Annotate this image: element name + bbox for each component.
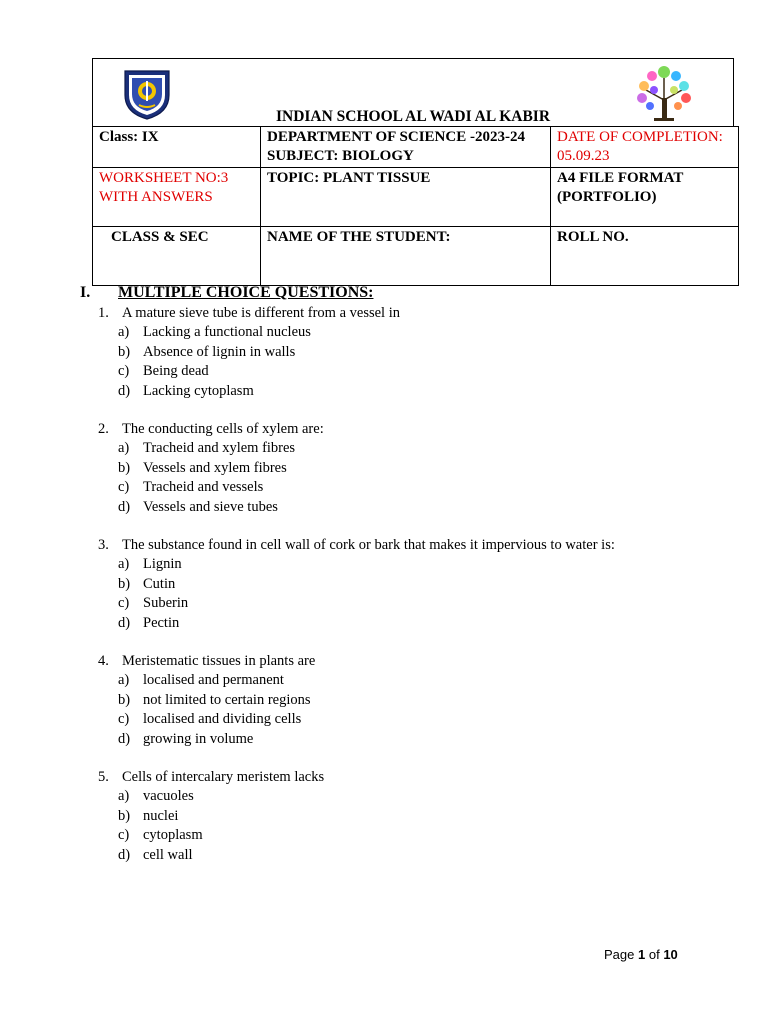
class-sec-cell [93, 227, 261, 286]
portfolio-label: (PORTFOLIO) [557, 189, 657, 205]
header-row [93, 168, 739, 227]
header-row [93, 227, 739, 286]
student-name-label: NAME OF THE STUDENT: [267, 229, 451, 245]
date-cell [551, 127, 739, 168]
question-number: 2. [98, 421, 109, 437]
option-letter: c) [118, 827, 130, 844]
page-footer [604, 947, 678, 962]
answer-option [98, 594, 615, 613]
section-heading [80, 284, 373, 302]
option-text: Tracheid and xylem fibres [143, 440, 296, 457]
answer-option [98, 710, 315, 729]
header-info-table [92, 126, 739, 286]
worksheet-cell [93, 168, 261, 227]
total-pages: 10 [663, 947, 678, 962]
option-text: Pectin [143, 614, 180, 631]
option-letter: c) [118, 363, 130, 380]
option-letter: a) [118, 788, 130, 805]
question-stem [98, 536, 615, 555]
option-text: Lignin [143, 556, 182, 573]
question-number: 1. [98, 305, 109, 321]
option-text: cytoplasm [143, 827, 203, 844]
option-letter: a) [118, 556, 130, 573]
question-item [98, 768, 324, 865]
subject-label: SUBJECT: BIOLOGY [267, 148, 414, 164]
question-item [98, 304, 400, 401]
question-item [98, 420, 324, 517]
option-text: vacuoles [143, 788, 194, 805]
answer-option [98, 362, 400, 381]
option-letter: d) [118, 382, 131, 399]
option-text: growing in volume [143, 730, 254, 747]
option-text: localised and permanent [143, 672, 284, 689]
answer-option [98, 787, 324, 806]
option-letter: a) [118, 672, 130, 689]
question-stem [98, 652, 315, 671]
option-letter: c) [118, 595, 130, 612]
date-value: 05.09.23 [557, 148, 610, 164]
option-text: Being dead [143, 363, 209, 380]
answer-option [98, 826, 324, 845]
question-stem [98, 768, 324, 787]
answer-option [98, 323, 400, 342]
file-format-label: A4 FILE FORMAT [557, 170, 684, 186]
option-letter: c) [118, 711, 130, 728]
option-letter: c) [118, 479, 130, 496]
answer-option [98, 343, 400, 362]
option-text: Lacking cytoplasm [143, 382, 254, 399]
answer-option [98, 575, 615, 594]
question-text: Cells of intercalary meristem lacks [122, 769, 325, 785]
option-letter: b) [118, 343, 131, 360]
school-name: INDIAN SCHOOL AL WADI AL KABIR [275, 108, 551, 125]
topic-label: TOPIC: PLANT TISSUE [267, 170, 431, 186]
option-letter: b) [118, 807, 131, 824]
option-letter: d) [118, 846, 131, 863]
option-text: Lacking a functional nucleus [143, 324, 311, 341]
option-letter: a) [118, 440, 130, 457]
option-letter: b) [118, 575, 131, 592]
topic-cell [261, 168, 551, 227]
answer-option [98, 382, 400, 401]
answer-option [98, 439, 324, 458]
answer-option [98, 730, 315, 749]
class-label: Class: IX [99, 129, 159, 145]
option-letter: d) [118, 730, 131, 747]
question-text: A mature sieve tube is different from a vessel in [122, 305, 400, 321]
header-box [92, 58, 734, 126]
section-number: I. [80, 284, 91, 301]
question-text: Meristematic tissues in plants are [122, 653, 316, 669]
class-sec-label: CLASS & SEC [111, 229, 209, 245]
option-text: Tracheid and vessels [143, 479, 264, 496]
answer-option [98, 691, 315, 710]
header-row [93, 127, 739, 168]
page-word: Page [604, 947, 635, 962]
answer-option [98, 671, 315, 690]
file-format-cell [551, 168, 739, 227]
answer-option [98, 807, 324, 826]
question-stem [98, 304, 400, 323]
student-name-cell [261, 227, 551, 286]
question-item [98, 536, 615, 633]
option-letter: b) [118, 459, 131, 476]
answer-option [98, 614, 615, 633]
question-number: 4. [98, 653, 109, 669]
option-text: Cutin [143, 575, 176, 592]
section-title: MULTIPLE CHOICE QUESTIONS: [118, 284, 374, 301]
answer-option [98, 555, 615, 574]
department-label: DEPARTMENT OF SCIENCE -2023-24 [267, 129, 525, 145]
option-text: Suberin [143, 595, 189, 612]
answer-option [98, 846, 324, 865]
option-text: nuclei [143, 807, 179, 824]
worksheet-number: WORKSHEET NO:3 [99, 170, 229, 186]
option-text: Vessels and xylem fibres [143, 459, 287, 476]
department-cell [261, 127, 551, 168]
option-text: not limited to certain regions [143, 691, 311, 708]
answer-option [98, 498, 324, 517]
with-answers-label: WITH ANSWERS [99, 189, 213, 205]
question-number: 5. [98, 769, 109, 785]
option-letter: b) [118, 691, 131, 708]
question-text: The substance found in cell wall of cork or bark that makes it impervious to water is: [122, 537, 615, 553]
roll-no-label: ROLL NO. [557, 229, 629, 245]
option-text: Absence of lignin in walls [143, 343, 296, 360]
option-text: cell wall [143, 846, 193, 863]
answer-option [98, 478, 324, 497]
answer-option [98, 459, 324, 478]
question-item [98, 652, 315, 749]
option-text: localised and dividing cells [143, 711, 302, 728]
question-text: The conducting cells of xylem are: [122, 421, 324, 437]
option-letter: d) [118, 614, 131, 631]
question-stem [98, 420, 324, 439]
option-letter: a) [118, 324, 130, 341]
class-cell [93, 127, 261, 168]
roll-no-cell [551, 227, 739, 286]
date-label: DATE OF COMPLETION: [557, 129, 723, 145]
option-text: Vessels and sieve tubes [143, 498, 278, 515]
option-letter: d) [118, 498, 131, 515]
question-number: 3. [98, 537, 109, 553]
current-page-number: 1 [638, 947, 646, 962]
of-word: of [648, 947, 660, 962]
